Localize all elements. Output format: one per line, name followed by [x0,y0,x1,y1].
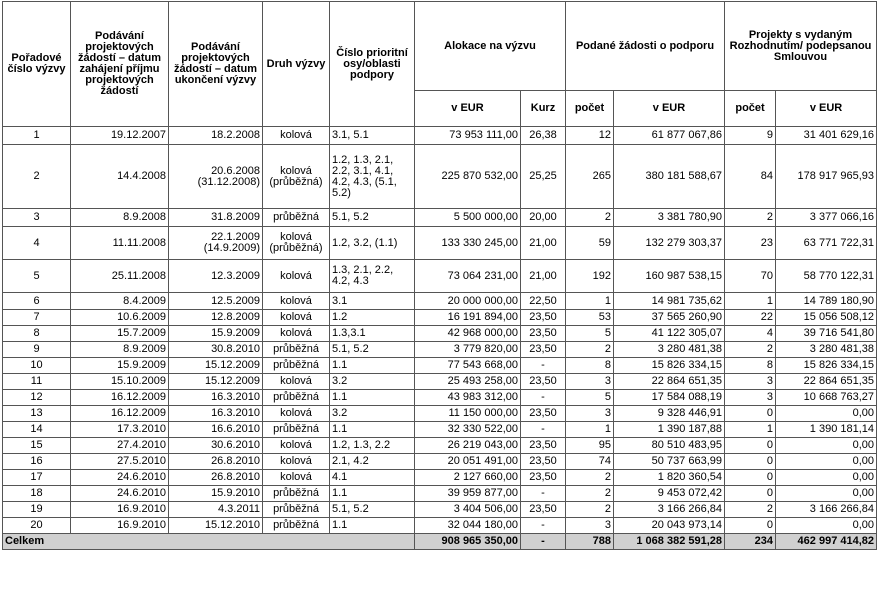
table-row [3,390,877,406]
cell-number: 20 [3,518,71,534]
cell-end-date: 31.8.2009 [169,209,263,227]
cell-call-type: průběžná [263,209,330,227]
cell-call-type: kolová (průběžná) [263,227,330,260]
cell-allocation-eur: 77 543 668,00 [415,358,521,374]
cell-allocation-eur: 32 330 522,00 [415,422,521,438]
cell-number: 12 [3,390,71,406]
cell-end-date: 12.3.2009 [169,260,263,293]
cell-priority-axis: 1.2, 1.3, 2.2 [330,438,415,454]
cell-number: 15 [3,438,71,454]
cell-number: 11 [3,374,71,390]
cell-start-date: 15.7.2009 [71,326,169,342]
cell-start-date: 8.4.2009 [71,293,169,310]
cell-submitted-eur: 41 122 305,07 [614,326,725,342]
cell-submitted-eur: 37 565 260,90 [614,310,725,326]
cell-number: 18 [3,486,71,502]
cell-end-date: 15.12.2009 [169,374,263,390]
cell-call-type: kolová [263,438,330,454]
cell-allocation-eur: 11 150 000,00 [415,406,521,422]
table-row [3,422,877,438]
table-row [3,438,877,454]
cell-call-type: průběžná [263,502,330,518]
cell-kurz: - [521,518,566,534]
cell-call-type: průběžná [263,390,330,406]
cell-call-type: průběžná [263,486,330,502]
subheader-projects-eur: v EUR [776,91,877,127]
total-submitted-eur: 1 068 382 591,28 [614,534,725,550]
cell-allocation-eur: 73 953 111,00 [415,127,521,145]
header-projects: Projekty s vydaným Rozhodnutím/ podepsanou Smlouvou [725,2,877,91]
cell-projects-eur: 22 864 651,35 [776,374,877,390]
cell-call-type: kolová [263,326,330,342]
cell-priority-axis: 4.1 [330,470,415,486]
cell-projects-eur: 1 390 181,14 [776,422,877,438]
cell-start-date: 17.3.2010 [71,422,169,438]
cell-submitted-count: 3 [566,374,614,390]
header-start-date: Podávání projektových žádostí – datum zahájení příjmu projektových žádostí [71,2,169,127]
cell-allocation-eur: 73 064 231,00 [415,260,521,293]
cell-projects-count: 8 [725,358,776,374]
table-row [3,454,877,470]
cell-start-date: 24.6.2010 [71,486,169,502]
table-row [3,260,877,293]
cell-submitted-count: 8 [566,358,614,374]
cell-allocation-eur: 25 493 258,00 [415,374,521,390]
cell-call-type: kolová [263,293,330,310]
total-allocation-eur: 908 965 350,00 [415,534,521,550]
cell-kurz: 23,50 [521,342,566,358]
cell-start-date: 27.4.2010 [71,438,169,454]
table-row [3,145,877,209]
cell-allocation-eur: 225 870 532,00 [415,145,521,209]
cell-call-type: kolová [263,260,330,293]
cell-number: 4 [3,227,71,260]
cell-submitted-count: 2 [566,342,614,358]
cell-start-date: 16.9.2010 [71,502,169,518]
cell-submitted-count: 265 [566,145,614,209]
cell-projects-eur: 0,00 [776,454,877,470]
cell-submitted-count: 192 [566,260,614,293]
cell-number: 9 [3,342,71,358]
cell-start-date: 11.11.2008 [71,227,169,260]
cell-end-date: 30.8.2010 [169,342,263,358]
cell-allocation-eur: 5 500 000,00 [415,209,521,227]
cell-projects-count: 70 [725,260,776,293]
cell-call-type: kolová [263,454,330,470]
cell-projects-count: 0 [725,438,776,454]
cell-projects-eur: 0,00 [776,438,877,454]
cell-projects-count: 1 [725,293,776,310]
total-projects-count: 234 [725,534,776,550]
cell-submitted-count: 53 [566,310,614,326]
cell-submitted-eur: 3 381 780,90 [614,209,725,227]
cell-end-date: 26.8.2010 [169,454,263,470]
cell-call-type: průběžná [263,422,330,438]
cell-priority-axis: 1.2 [330,310,415,326]
cell-submitted-count: 5 [566,390,614,406]
cell-projects-count: 22 [725,310,776,326]
subheader-kurz: Kurz [521,91,566,127]
header-priority-axis: Číslo prioritní osy/oblasti podpory [330,2,415,127]
cell-number: 5 [3,260,71,293]
table-row [3,342,877,358]
cell-submitted-eur: 3 280 481,38 [614,342,725,358]
cell-start-date: 15.9.2009 [71,358,169,374]
cell-submitted-count: 2 [566,486,614,502]
table-body [3,127,877,550]
table-row [3,209,877,227]
cell-priority-axis: 3.2 [330,374,415,390]
cell-projects-count: 4 [725,326,776,342]
cell-call-type: kolová [263,406,330,422]
table-row [3,127,877,145]
cell-end-date: 26.8.2010 [169,470,263,486]
cell-end-date: 12.8.2009 [169,310,263,326]
cell-projects-count: 0 [725,486,776,502]
cell-submitted-count: 95 [566,438,614,454]
cell-start-date: 8.9.2009 [71,342,169,358]
cell-kurz: 23,50 [521,310,566,326]
cell-end-date: 18.2.2008 [169,127,263,145]
cell-allocation-eur: 3 404 506,00 [415,502,521,518]
cell-number: 17 [3,470,71,486]
cell-number: 14 [3,422,71,438]
table-row [3,310,877,326]
subheader-projects-count: počet [725,91,776,127]
cell-call-type: kolová [263,127,330,145]
cell-priority-axis: 1.1 [330,358,415,374]
cell-kurz: - [521,422,566,438]
cell-submitted-count: 2 [566,209,614,227]
cell-priority-axis: 1.1 [330,422,415,438]
cell-number: 2 [3,145,71,209]
cell-projects-eur: 10 668 763,27 [776,390,877,406]
cell-submitted-eur: 22 864 651,35 [614,374,725,390]
cell-projects-eur: 14 789 180,90 [776,293,877,310]
cell-projects-count: 3 [725,374,776,390]
header-end-date: Podávání projektových žádostí – datum ukončení výzvy [169,2,263,127]
cell-allocation-eur: 39 959 877,00 [415,486,521,502]
cell-projects-eur: 3 377 066,16 [776,209,877,227]
cell-projects-count: 9 [725,127,776,145]
cell-kurz: 26,38 [521,127,566,145]
cell-start-date: 24.6.2010 [71,470,169,486]
cell-number: 1 [3,127,71,145]
cell-allocation-eur: 26 219 043,00 [415,438,521,454]
cell-submitted-eur: 160 987 538,15 [614,260,725,293]
header-call-type: Druh výzvy [263,2,330,127]
cell-priority-axis: 1.3,3.1 [330,326,415,342]
total-projects-eur: 462 997 414,82 [776,534,877,550]
cell-projects-count: 23 [725,227,776,260]
cell-end-date: 16.3.2010 [169,390,263,406]
cell-allocation-eur: 20 000 000,00 [415,293,521,310]
cell-projects-eur: 15 056 508,12 [776,310,877,326]
cell-submitted-eur: 1 820 360,54 [614,470,725,486]
table-row [3,470,877,486]
cell-start-date: 19.12.2007 [71,127,169,145]
cell-number: 19 [3,502,71,518]
table-row [3,358,877,374]
cell-projects-count: 3 [725,390,776,406]
cell-kurz: 23,50 [521,470,566,486]
cell-projects-count: 84 [725,145,776,209]
cell-submitted-count: 5 [566,326,614,342]
cell-projects-eur: 39 716 541,80 [776,326,877,342]
cell-priority-axis: 2.1, 4.2 [330,454,415,470]
cell-projects-eur: 31 401 629,16 [776,127,877,145]
cell-call-type: kolová [263,374,330,390]
cell-priority-axis: 1.1 [330,518,415,534]
header-poradove: Pořadové číslo výzvy [3,2,71,127]
cell-number: 7 [3,310,71,326]
total-kurz: - [521,534,566,550]
cell-end-date: 20.6.2008 (31.12.2008) [169,145,263,209]
cell-projects-count: 2 [725,342,776,358]
cell-number: 6 [3,293,71,310]
cell-kurz: 21,00 [521,260,566,293]
cell-start-date: 25.11.2008 [71,260,169,293]
cell-projects-count: 0 [725,518,776,534]
cell-projects-count: 2 [725,209,776,227]
cell-kurz: 23,50 [521,438,566,454]
cell-priority-axis: 5.1, 5.2 [330,342,415,358]
cell-end-date: 15.12.2010 [169,518,263,534]
cell-end-date: 16.3.2010 [169,406,263,422]
cell-end-date: 4.3.2011 [169,502,263,518]
cell-kurz: 23,50 [521,454,566,470]
total-row [3,534,877,550]
cell-number: 16 [3,454,71,470]
table-row [3,326,877,342]
cell-submitted-count: 12 [566,127,614,145]
cell-projects-eur: 0,00 [776,470,877,486]
cell-submitted-eur: 9 453 072,42 [614,486,725,502]
cell-submitted-eur: 1 390 187,88 [614,422,725,438]
cell-allocation-eur: 32 044 180,00 [415,518,521,534]
cell-end-date: 15.9.2009 [169,326,263,342]
cell-kurz: 21,00 [521,227,566,260]
cell-submitted-eur: 20 043 973,14 [614,518,725,534]
cell-kurz: 23,50 [521,326,566,342]
cell-kurz: - [521,486,566,502]
cell-submitted-eur: 50 737 663,99 [614,454,725,470]
cell-submitted-count: 74 [566,454,614,470]
subheader-submitted-count: počet [566,91,614,127]
cell-projects-count: 1 [725,422,776,438]
cell-kurz: 25,25 [521,145,566,209]
cell-priority-axis: 3.1 [330,293,415,310]
cell-priority-axis: 1.2, 1.3, 2.1, 2.2, 3.1, 4.1, 4.2, 4.3, (5.1, 5.2) [330,145,415,209]
table-row [3,293,877,310]
cell-allocation-eur: 133 330 245,00 [415,227,521,260]
cell-projects-count: 0 [725,470,776,486]
table-row [3,406,877,422]
header-allocation: Alokace na výzvu [415,2,566,91]
cell-submitted-eur: 61 877 067,86 [614,127,725,145]
table-row [3,502,877,518]
cell-allocation-eur: 20 051 491,00 [415,454,521,470]
cell-priority-axis: 3.2 [330,406,415,422]
cell-projects-eur: 15 826 334,15 [776,358,877,374]
cell-submitted-eur: 80 510 483,95 [614,438,725,454]
cell-number: 10 [3,358,71,374]
cell-call-type: průběžná [263,342,330,358]
cell-kurz: 23,50 [521,406,566,422]
cell-start-date: 8.9.2008 [71,209,169,227]
cell-submitted-count: 1 [566,293,614,310]
cell-projects-count: 2 [725,502,776,518]
cell-call-type: průběžná [263,518,330,534]
cell-number: 8 [3,326,71,342]
cell-priority-axis: 1.2, 3.2, (1.1) [330,227,415,260]
cell-priority-axis: 1.1 [330,486,415,502]
cell-priority-axis: 1.1 [330,390,415,406]
cell-submitted-count: 2 [566,502,614,518]
cell-projects-eur: 0,00 [776,406,877,422]
cell-submitted-count: 3 [566,406,614,422]
cell-projects-count: 0 [725,454,776,470]
cell-projects-count: 0 [725,406,776,422]
subheader-submitted-eur: v EUR [614,91,725,127]
cell-priority-axis: 5.1, 5.2 [330,502,415,518]
total-label: Celkem [3,534,415,550]
cell-end-date: 12.5.2009 [169,293,263,310]
cell-start-date: 15.10.2009 [71,374,169,390]
cell-allocation-eur: 16 191 894,00 [415,310,521,326]
cell-call-type: kolová (průběžná) [263,145,330,209]
cell-start-date: 16.9.2010 [71,518,169,534]
cell-submitted-count: 59 [566,227,614,260]
cell-number: 13 [3,406,71,422]
cell-end-date: 22.1.2009 (14.9.2009) [169,227,263,260]
cell-submitted-eur: 380 181 588,67 [614,145,725,209]
cell-priority-axis: 5.1, 5.2 [330,209,415,227]
cell-submitted-eur: 3 166 266,84 [614,502,725,518]
cell-projects-eur: 3 280 481,38 [776,342,877,358]
cell-call-type: průběžná [263,358,330,374]
table-row [3,227,877,260]
cell-projects-eur: 3 166 266,84 [776,502,877,518]
cell-allocation-eur: 2 127 660,00 [415,470,521,486]
cell-priority-axis: 1.3, 2.1, 2.2, 4.2, 4.3 [330,260,415,293]
table-row [3,374,877,390]
cell-allocation-eur: 42 968 000,00 [415,326,521,342]
cell-kurz: 22,50 [521,293,566,310]
cell-end-date: 16.6.2010 [169,422,263,438]
cell-kurz: - [521,358,566,374]
cell-kurz: 20,00 [521,209,566,227]
cell-start-date: 10.6.2009 [71,310,169,326]
cell-projects-eur: 0,00 [776,518,877,534]
cell-start-date: 16.12.2009 [71,406,169,422]
cell-start-date: 14.4.2008 [71,145,169,209]
cell-projects-eur: 0,00 [776,486,877,502]
cell-start-date: 27.5.2010 [71,454,169,470]
cell-submitted-eur: 132 279 303,37 [614,227,725,260]
cell-number: 3 [3,209,71,227]
cell-submitted-eur: 9 328 446,91 [614,406,725,422]
cell-projects-eur: 178 917 965,93 [776,145,877,209]
table-row [3,518,877,534]
cell-submitted-count: 3 [566,518,614,534]
table-row [3,486,877,502]
cell-submitted-count: 1 [566,422,614,438]
cell-end-date: 15.12.2009 [169,358,263,374]
cell-allocation-eur: 43 983 312,00 [415,390,521,406]
cell-submitted-count: 2 [566,470,614,486]
header-submitted: Podané žádosti o podporu [566,2,725,91]
cell-projects-eur: 63 771 722,31 [776,227,877,260]
cell-submitted-eur: 14 981 735,62 [614,293,725,310]
cell-submitted-eur: 17 584 088,19 [614,390,725,406]
cell-submitted-eur: 15 826 334,15 [614,358,725,374]
cell-end-date: 30.6.2010 [169,438,263,454]
calls-table [2,1,877,550]
cell-kurz: - [521,390,566,406]
cell-priority-axis: 3.1, 5.1 [330,127,415,145]
cell-kurz: 23,50 [521,374,566,390]
total-submitted-count: 788 [566,534,614,550]
subheader-alloc-eur: v EUR [415,91,521,127]
cell-kurz: 23,50 [521,502,566,518]
cell-projects-eur: 58 770 122,31 [776,260,877,293]
cell-allocation-eur: 3 779 820,00 [415,342,521,358]
cell-call-type: kolová [263,310,330,326]
cell-end-date: 15.9.2010 [169,486,263,502]
cell-call-type: kolová [263,470,330,486]
cell-start-date: 16.12.2009 [71,390,169,406]
